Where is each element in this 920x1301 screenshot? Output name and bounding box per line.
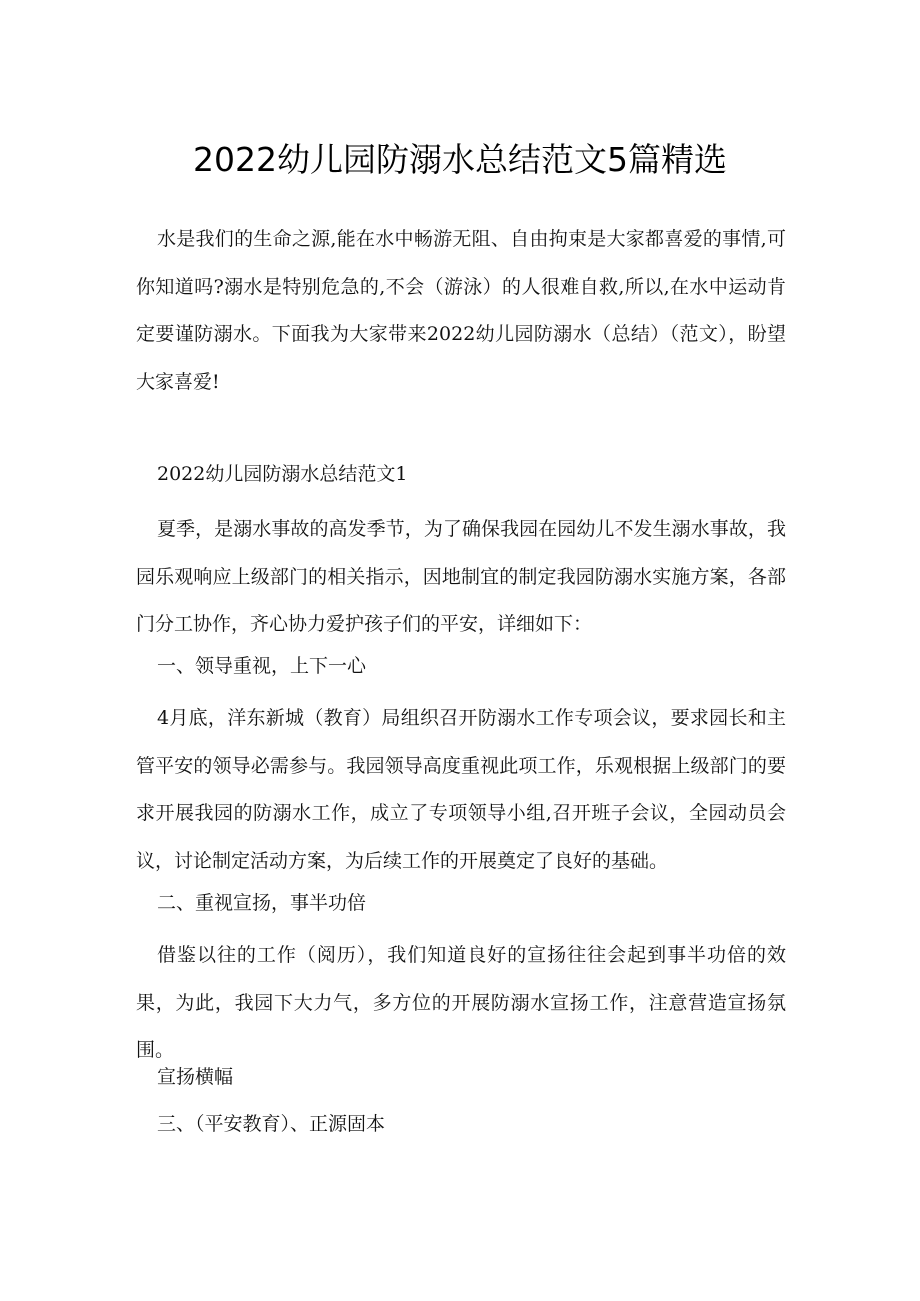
document-title: 2022幼儿园防溺水总结范文5篇精选 [193, 140, 727, 179]
section1-heading: 2022幼儿园防溺水总结范文1 [157, 463, 408, 485]
point2-paragraph: 借鉴以往的工作（阅历），我们知道良好的宣扬往往会起到事半功倍的效果，为此，我园下大力气，多方位的开展防溺水宣扬工作，注意营造宣扬氛围。 [136, 944, 786, 1061]
point2-heading: 二、重视宣扬，事半功倍 [157, 892, 367, 914]
point1-heading: 一、领导重视，上下一心 [157, 655, 367, 677]
banner-caption: 宣扬横幅 [157, 1066, 234, 1088]
section1-paragraph: 夏季，是溺水事故的高发季节，为了确保我园在园幼儿不发生溺水事故，我园乐观响应上级部门的相关指示，因地制宜的制定我园防溺水实施方案，各部门分工协作，齐心协力爱护孩子们的平安，详细如下： [136, 518, 786, 635]
intro-paragraph: 水是我们的生命之源,能在水中畅游无阻、自由拘束是大家都喜爱的事情,可你知道吗?溺水是特别危急的,不会（游泳）的人很难自救,所以,在水中运动肯定要谨防溺水。下面我为大家带来2022幼儿园防溺水（总结）（范文），盼望大家喜爱! [136, 228, 786, 393]
point3-heading: 三、（平安教育）、正源固本 [157, 1113, 386, 1135]
point1-paragraph: 4月底，洋东新城（教育）局组织召开防溺水工作专项会议，要求园长和主管平安的领导必需参与。我园领导高度重视此项工作，乐观根据上级部门的要求开展我园的防溺水工作，成立了专项领导小组,召开班子会议，全园动员会议，讨论制定活动方案，为后续工作的开展奠定了良好的基础。 [136, 707, 786, 872]
